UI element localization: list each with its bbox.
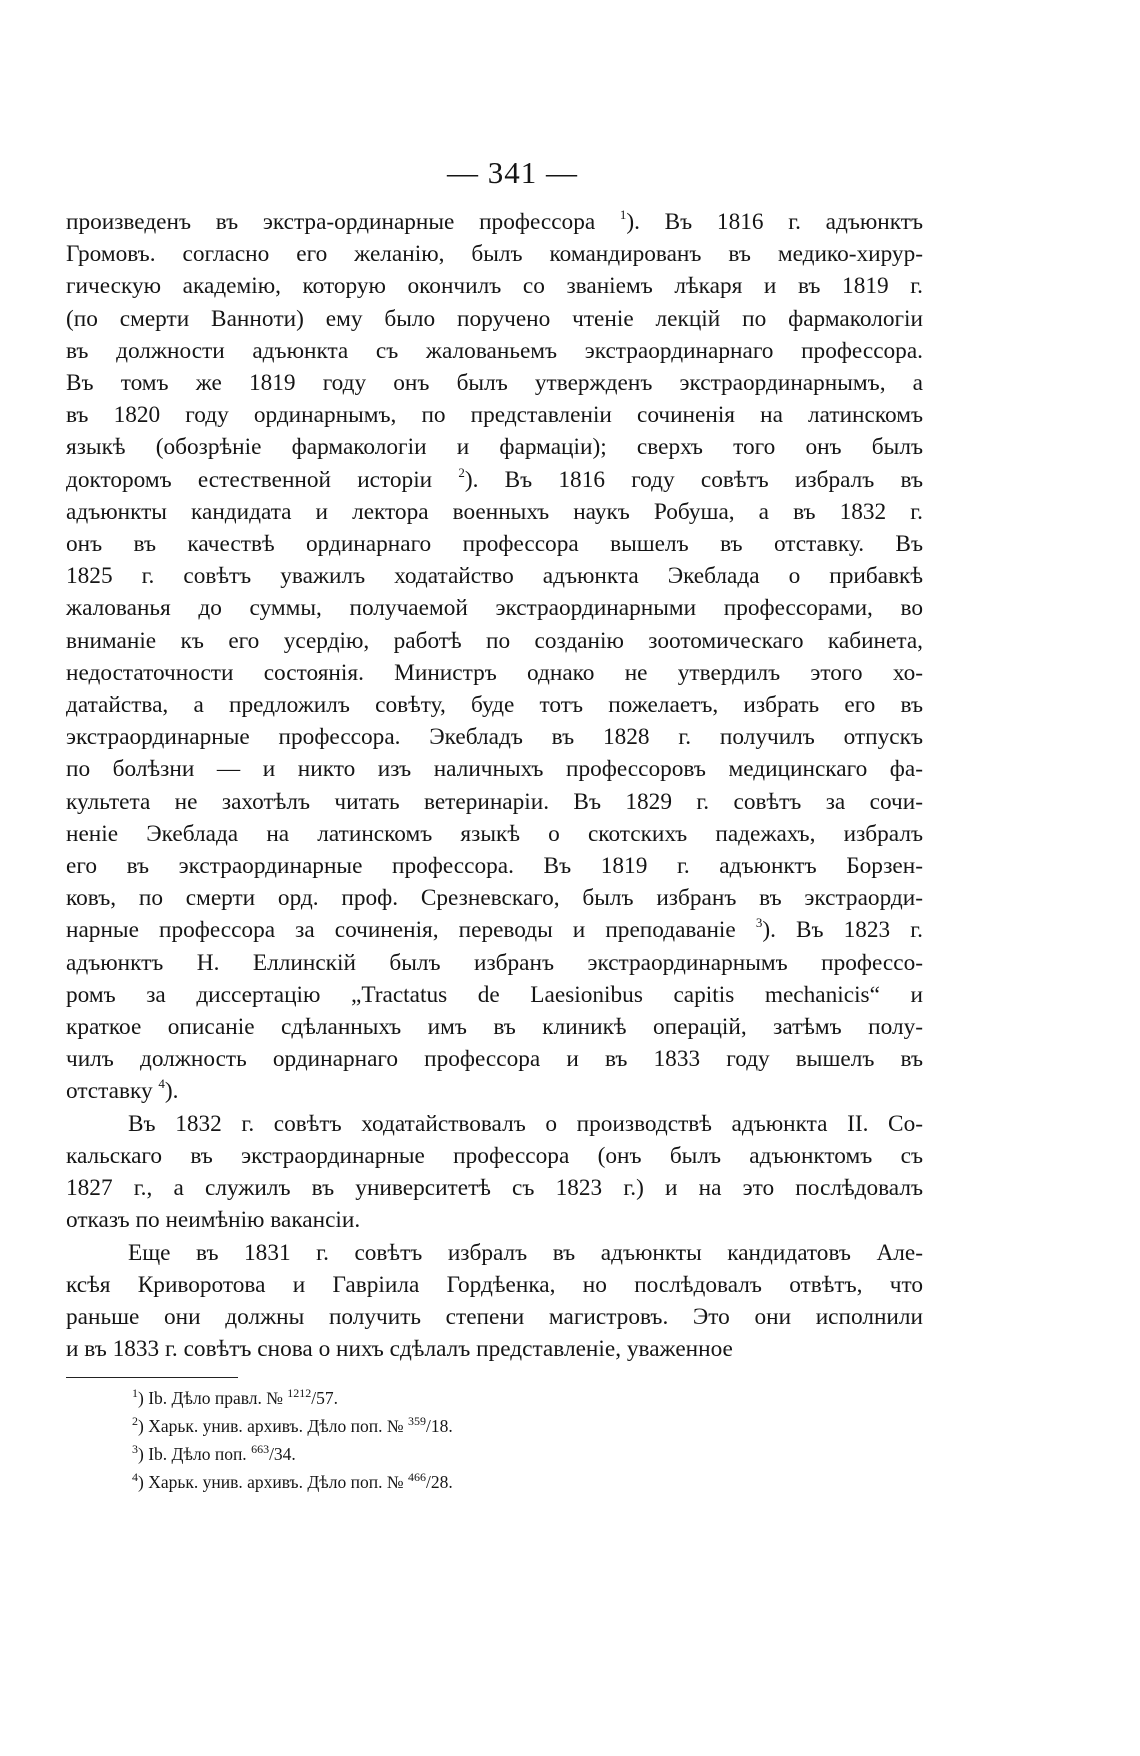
text-line: [66, 528, 923, 560]
text-segment: адъюнктъ Н. Еллинскій былъ избранъ экстраординарнымъ профессо-: [66, 949, 923, 976]
footnote-den: /34.: [269, 1444, 296, 1465]
text-segment: вниманіе къ его усердію, работѣ по созданію зоотомическаго кабинета,: [66, 627, 923, 654]
text-line: [66, 238, 923, 270]
text-line: [66, 303, 923, 335]
text-segment: въ 1820 году ординарнымъ, по представленіи сочиненія на латинскомъ: [66, 402, 923, 429]
footnote-mark: 4: [132, 1470, 138, 1485]
paragraph: [66, 206, 923, 1108]
text-segment: по болѣзни — и никто изъ наличныхъ профессоровъ медицинскаго фа-: [66, 756, 923, 783]
text-segment: отказъ по неимѣнію вакансіи.: [66, 1207, 361, 1234]
footnote: [132, 1412, 923, 1440]
text-line: [66, 1043, 923, 1075]
text-line: [66, 1075, 923, 1107]
text-segment: датайства, а предложилъ совѣту, буде тотъ пожелаетъ, избрать его въ: [66, 692, 923, 719]
text-line: [66, 1140, 923, 1172]
footnote: [132, 1440, 923, 1468]
text-segment: ковъ, по смерти орд. проф. Срезневскаго, былъ избранъ въ экстраорди-: [66, 885, 923, 912]
text-line: [66, 947, 923, 979]
text-segment: и въ 1833 г. совѣтъ снова о нихъ сдѣлалъ представленіе, уваженное: [66, 1336, 733, 1363]
text-line: [66, 367, 923, 399]
text-segment: нарные профессора за сочиненія, переводы и преподаваніе: [66, 917, 756, 944]
text-segment: краткое описаніе сдѣланныхъ имъ въ клиникѣ операцій, затѣмъ полу-: [66, 1014, 923, 1041]
text-segment: неніе Экеблада на латинскомъ языкѣ о скотскихъ падежахъ, избралъ: [66, 820, 923, 847]
body-text: [66, 206, 923, 1365]
text-line: [66, 1301, 923, 1333]
text-segment: его въ экстраординарные профессора. Въ 1819 г. адъюнктъ Борзен-: [66, 853, 923, 880]
page-number: — 341 —: [447, 155, 578, 190]
text-segment: культета не захотѣлъ читать ветеринаріи. Въ 1829 г. совѣтъ за сочи-: [66, 788, 923, 815]
text-line: [66, 496, 923, 528]
text-line: [66, 1333, 923, 1365]
text-line: [66, 464, 923, 496]
text-line: [66, 818, 923, 850]
paragraph: [66, 1108, 923, 1237]
text-segment: ромъ за диссертацію „Tractatus de Laesionibus capitis mechanicis“ и: [66, 981, 923, 1008]
text-segment: ). Въ 1823 г.: [762, 917, 923, 944]
text-line: [66, 270, 923, 302]
text-line: [66, 882, 923, 914]
footnote-text: ) Ib. Дѣло поп.: [138, 1444, 252, 1465]
footnote-num: 1212: [287, 1386, 312, 1401]
text-segment: отставку: [66, 1078, 159, 1105]
footnote: [132, 1384, 923, 1412]
text-segment: Громовъ. согласно его желанію, былъ командированъ въ медико-хирур-: [66, 241, 923, 268]
text-line: [66, 560, 923, 592]
text-segment: Еще въ 1831 г. совѣтъ избралъ въ адъюнкты кандидатовъ Але-: [128, 1239, 923, 1266]
footnote: [132, 1468, 923, 1496]
text-line: [66, 914, 923, 946]
paragraph: [66, 1237, 923, 1366]
text-line: [66, 689, 923, 721]
footnote-num: 466: [407, 1470, 426, 1485]
footnote-mark: 1: [619, 207, 627, 222]
text-segment: ). Въ 1816 г. адъюнктъ: [626, 209, 923, 235]
footnote-den: /57.: [311, 1388, 339, 1409]
text-line: [66, 721, 923, 753]
text-line: [66, 335, 923, 367]
footnote-text: ) Ib. Дѣло правл. №: [138, 1388, 288, 1409]
footnote-mark: 3: [755, 915, 763, 931]
book-page: [66, 150, 923, 1496]
text-line: [66, 1237, 923, 1269]
footnote-num: 663: [251, 1442, 270, 1457]
text-line: [66, 206, 923, 238]
text-line: [66, 1204, 923, 1236]
footnotes: [132, 1384, 923, 1496]
text-segment: ). Въ 1816 году совѣтъ избралъ въ: [464, 466, 923, 493]
text-segment: ).: [164, 1078, 179, 1105]
text-segment: языкѣ (обозрѣніе фармакологіи и фармаціи); сверхъ того онъ былъ: [66, 434, 923, 461]
text-line: [66, 1172, 923, 1204]
text-segment: произведенъ въ экстра-ординарные профессора: [66, 209, 620, 235]
text-line: [66, 1108, 923, 1140]
footnote-text: ) Харьк. унив. архивъ. Дѣло поп. №: [138, 1472, 408, 1493]
text-segment: 1825 г. совѣтъ уважилъ ходатайство адъюнкта Экеблада о прибавкѣ: [66, 563, 923, 590]
text-segment: кальскаго въ экстраординарные профессора (онъ былъ адъюнктомъ съ: [66, 1142, 923, 1169]
text-segment: (по смерти Ваннoти) ему было поручено чтеніе лекцій по фармакологіи: [66, 305, 923, 332]
text-segment: Въ 1832 г. совѣтъ ходатайствовалъ о производствѣ адъюнкта II. Со-: [128, 1110, 923, 1137]
text-segment: Въ томъ же 1819 году онъ былъ утвержденъ экстраординарнымъ, а: [66, 370, 923, 397]
footnote-rule: [66, 1377, 238, 1378]
text-line: [66, 625, 923, 657]
text-line: [66, 431, 923, 463]
text-segment: жалованья до суммы, получаемой экстраординарными профессорами, во: [66, 595, 923, 622]
text-segment: недостаточности состоянія. Министръ однако не утвердилъ этого хо-: [66, 659, 923, 686]
footnote-num: 359: [407, 1414, 426, 1429]
footnote-mark: 1: [132, 1386, 138, 1401]
text-segment: раньше они должны получить степени магистровъ. Это они исполнили: [66, 1303, 923, 1330]
text-segment: 1827 г., а служилъ въ университетѣ съ 1823 г.) и на это послѣдовалъ: [66, 1175, 923, 1202]
text-line: [66, 979, 923, 1011]
footnote-text: ) Харьк. унив. архивъ. Дѣло поп. №: [138, 1416, 408, 1437]
footnote-mark: 2: [458, 464, 465, 480]
text-segment: докторомъ естественной исторіи: [66, 466, 459, 493]
text-line: [66, 1011, 923, 1043]
text-segment: онъ въ качествѣ ординарнаго профессора вышелъ въ отставку. Въ: [66, 531, 923, 558]
text-segment: адъюнкты кандидата и лектора военныхъ наукъ Робуша, а въ 1832 г.: [66, 498, 923, 525]
text-line: [66, 753, 923, 785]
text-segment: гическую академію, которую окончилъ со званіемъ лѣкаря и въ 1819 г.: [66, 273, 923, 300]
text-segment: ксѣя Криворотова и Гавріила Гордѣенка, но послѣдовалъ отвѣтъ, что: [66, 1271, 923, 1298]
footnote-mark: 4: [158, 1076, 165, 1092]
footnote-den: /18.: [425, 1416, 453, 1437]
text-line: [66, 850, 923, 882]
text-line: [66, 786, 923, 818]
footnote-mark: 3: [132, 1442, 138, 1457]
text-segment: чилъ должность ординарнаго профессора и въ 1833 году вышелъ въ: [66, 1046, 923, 1073]
text-line: [66, 657, 923, 689]
text-line: [66, 399, 923, 431]
footnote-den: /28.: [425, 1472, 453, 1493]
footnote-mark: 2: [132, 1414, 138, 1429]
text-line: [66, 1269, 923, 1301]
text-segment: экстраординарные профессора. Экебладъ въ 1828 г. получилъ отпускъ: [66, 724, 923, 751]
text-line: [66, 592, 923, 624]
text-segment: въ должности адъюнкта съ жалованьемъ экстраординарнаго профессора.: [66, 337, 923, 364]
